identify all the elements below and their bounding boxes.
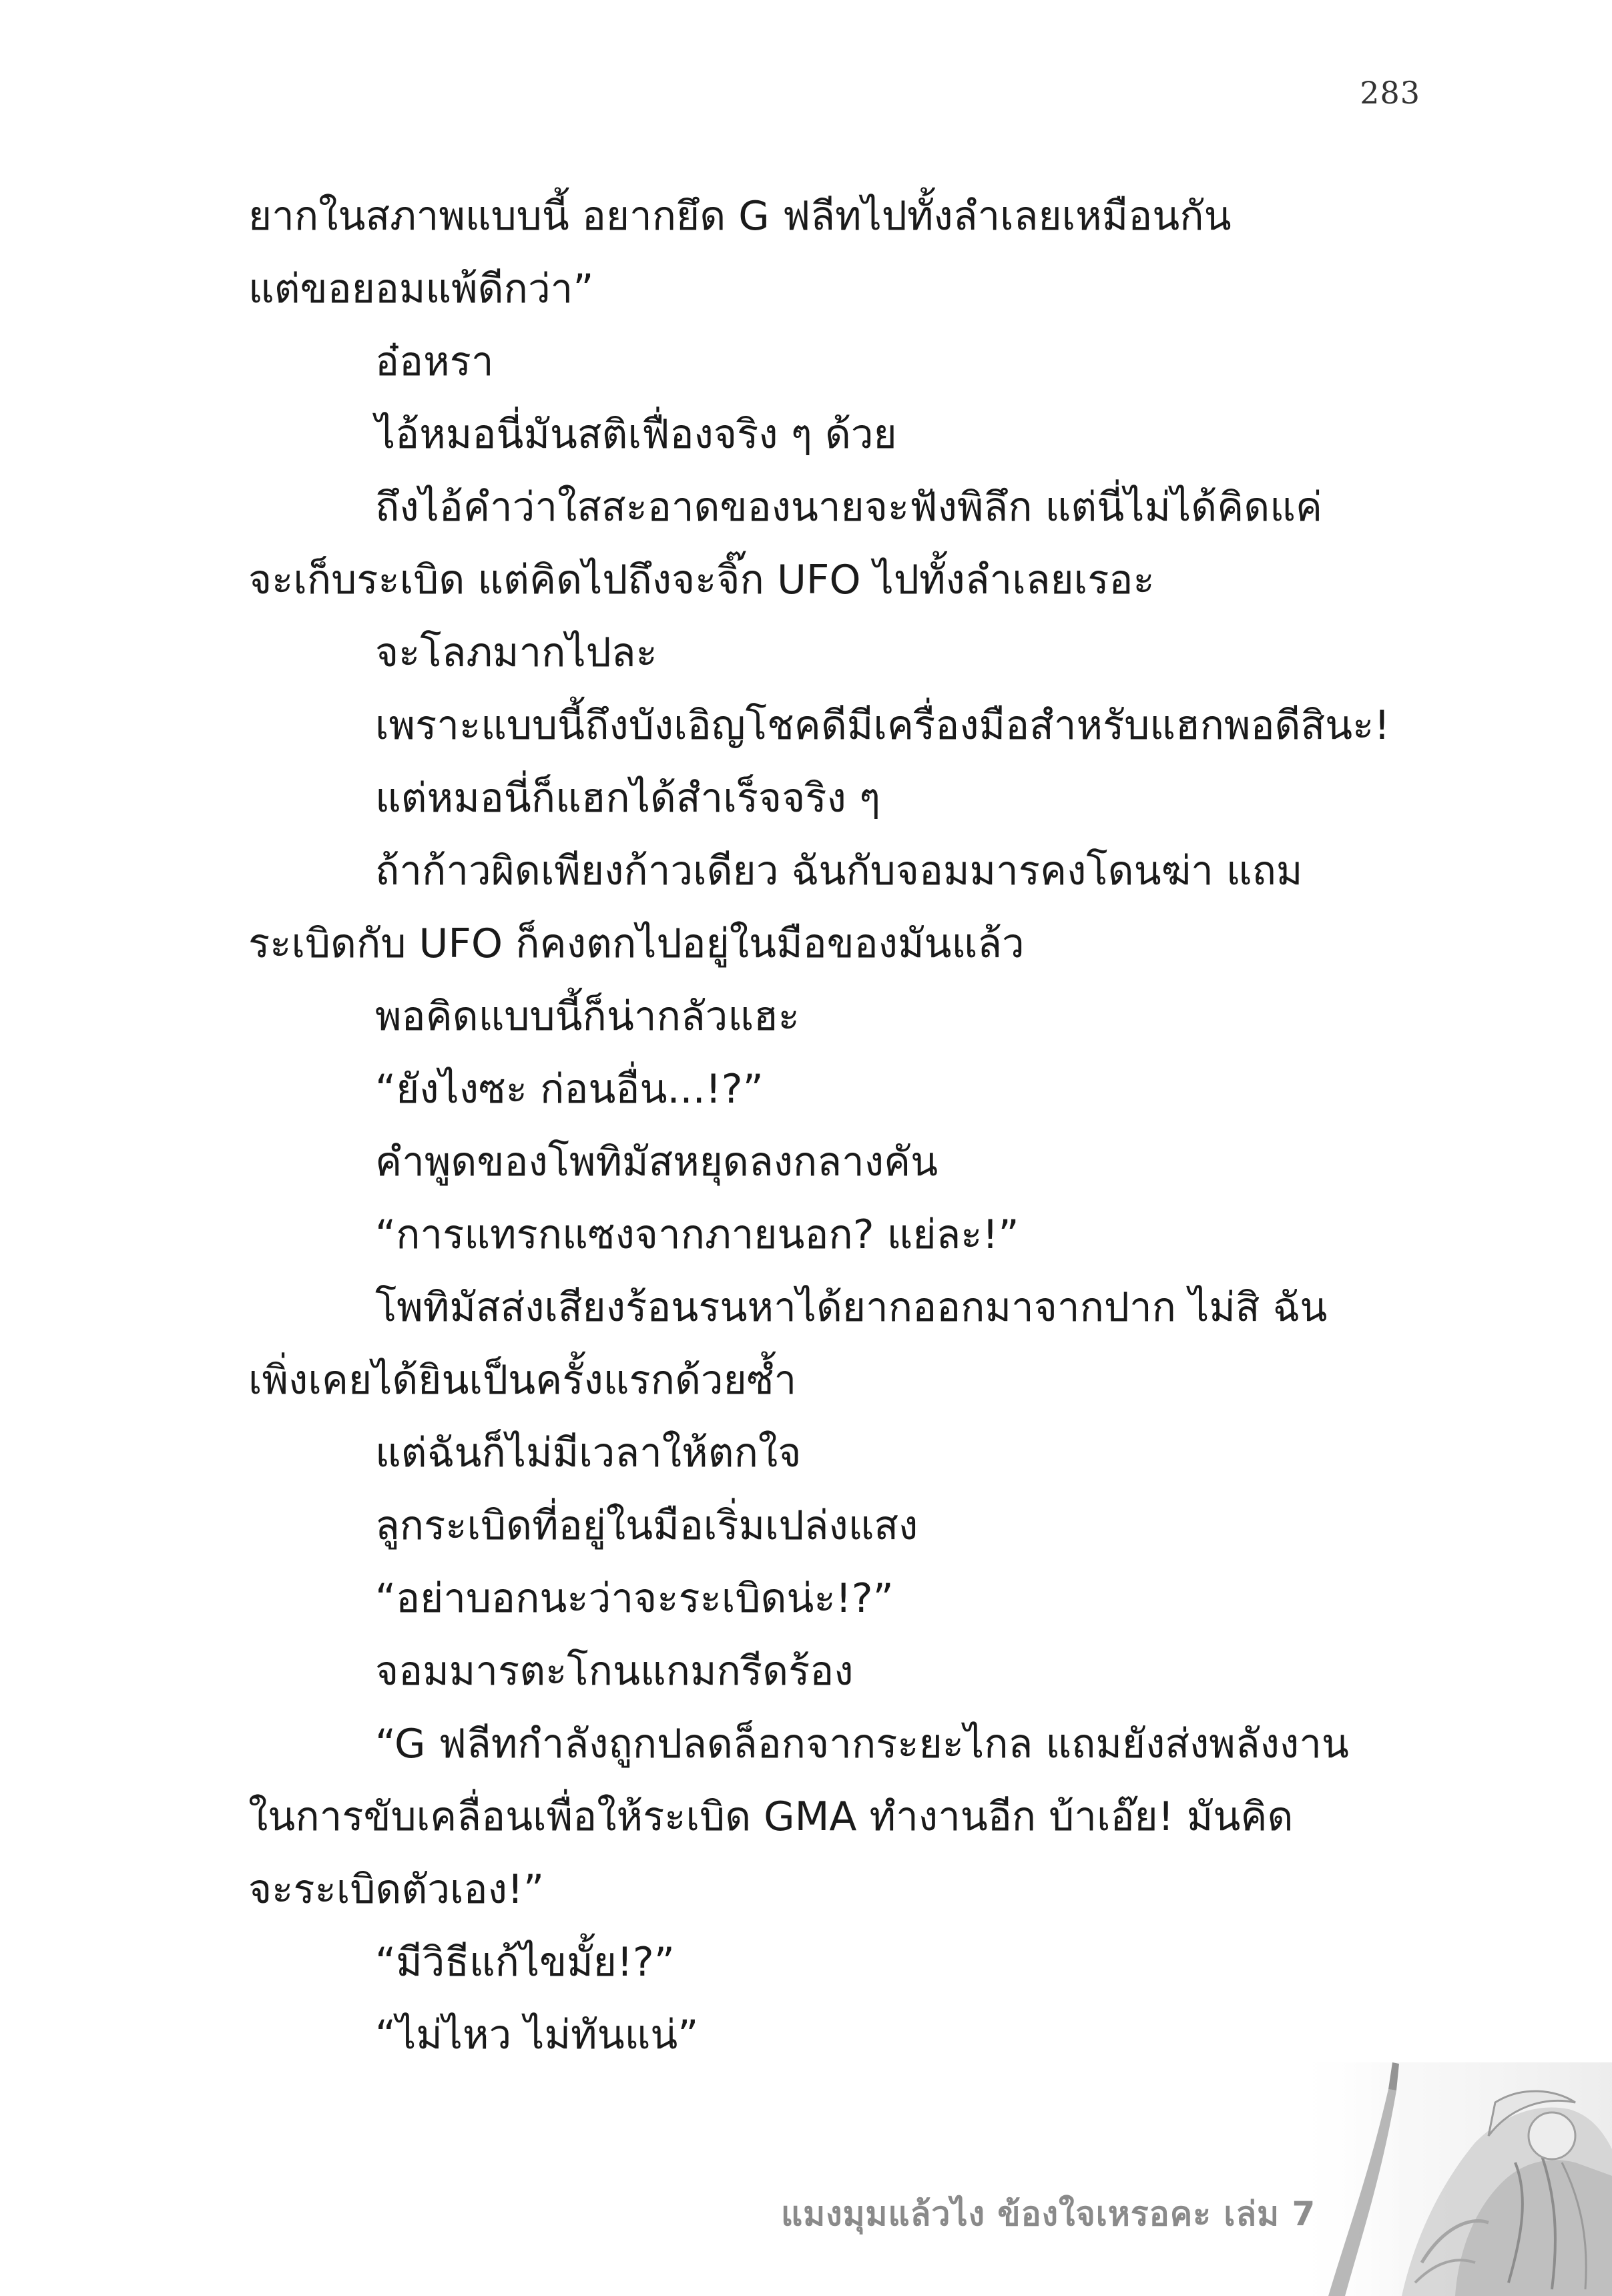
paragraph	[248, 1490, 1423, 1562]
text-line: ลูกระเบิดที่อยู่ในมือเริ่มเปล่งแสง	[375, 1502, 918, 1549]
paragraph	[248, 762, 1423, 835]
text-line: “อย่าบอกนะว่าจะระเบิดน่ะ!?”	[375, 1575, 894, 1622]
paragraph	[248, 471, 1423, 617]
paragraph	[248, 1126, 1423, 1199]
text-line: ไอ้หมอนี่มันสติเฟื่องจริง ๆ ด้วย	[375, 411, 897, 458]
text-line: “G ฟลีทกำลังถูกปลดล็อกจากระยะไกล แถมยังส่งพลังงาน	[375, 1721, 1349, 1767]
paragraph	[248, 617, 1423, 689]
text-line: ถ้าก้าวผิดเพียงก้าวเดียว ฉันกับจอมมารคงโดนฆ่า แถม	[375, 848, 1303, 894]
text-line: แต่ฉันก็ไม่มีเวลาให้ตกใจ	[375, 1430, 802, 1476]
text-line: พอคิดแบบนี้ก็น่ากลัวแฮะ	[375, 993, 800, 1040]
text-line: แต่หมอนี่ก็แฮกได้สำเร็จจริง ๆ	[375, 775, 881, 822]
paragraph	[248, 1999, 1423, 2072]
text-line: จะโลภมากไปละ	[375, 629, 657, 676]
body-text	[248, 180, 1423, 2072]
paragraph	[248, 980, 1423, 1053]
text-line: อ๋อหรา	[375, 338, 494, 385]
character-illustration	[1288, 2062, 1612, 2296]
text-line: เพิ่งเคยได้ยินเป็นครั้งแรกด้วยซ้ำ	[248, 1357, 797, 1404]
paragraph	[248, 1053, 1423, 1126]
text-line: แต่ขอยอมแพ้ดีกว่า”	[248, 266, 594, 312]
text-line: “ไม่ไหว ไม่ทันแน่”	[375, 2012, 699, 2058]
text-line: “มีวิธีแก้ไขมั้ย!?”	[375, 1939, 675, 1986]
text-line: จะระเบิดตัวเอง!”	[248, 1866, 545, 1913]
paragraph	[248, 835, 1423, 980]
text-line: โพทิมัสส่งเสียงร้อนรนหาได้ยากออกมาจากปาก ไม่สิ ฉัน	[375, 1284, 1328, 1331]
paragraph	[248, 398, 1423, 471]
paragraph	[248, 1417, 1423, 1490]
text-line: เพราะแบบนี้ถึงบังเอิญโชคดีมีเครื่องมือสำหรับแฮกพอดีสินะ!	[375, 702, 1390, 749]
text-line: คำพูดของโพทิมัสหยุดลงกลางคัน	[375, 1139, 938, 1185]
text-line: ระเบิดกับ UFO ก็คงตกไปอยู่ในมือของมันแล้ว	[248, 920, 1025, 967]
paragraph	[248, 1199, 1423, 1271]
paragraph	[248, 1562, 1423, 1635]
text-line: จะเก็บระเบิด แต่คิดไปถึงจะจิ๊ก UFO ไปทั้งลำเลยเรอะ	[248, 557, 1155, 603]
paragraph	[248, 180, 1423, 326]
paragraph	[248, 1926, 1423, 1999]
text-line: ในการขับเคลื่อนเพื่อให้ระเบิด GMA ทำงานอีก บ้าเอ๊ย! มันคิด	[248, 1793, 1294, 1840]
text-line: “ยังไงซะ ก่อนอื่น...!?”	[375, 1066, 764, 1113]
page-number: 283	[1360, 75, 1420, 111]
text-line: ยากในสภาพแบบนี้ อยากยึด G ฟลีทไปทั้งลำเลยเหมือนกัน	[248, 193, 1232, 240]
paragraph	[248, 689, 1423, 762]
text-line: “การแทรกแซงจากภายนอก? แย่ละ!”	[375, 1211, 1019, 1258]
paragraph	[248, 326, 1423, 398]
text-line: จอมมารตะโกนแกมกรีดร้อง	[375, 1648, 854, 1695]
paragraph	[248, 1635, 1423, 1708]
text-line: ถึงไอ้คำว่าใสสะอาดของนายจะฟังพิลึก แต่นี่ไม่ได้คิดแค่	[375, 484, 1323, 531]
paragraph	[248, 1708, 1423, 1926]
running-footer-title: แมงมุมแล้วไง ข้องใจเหรอคะ เล่ม 7	[781, 2195, 1316, 2233]
paragraph	[248, 1271, 1423, 1417]
